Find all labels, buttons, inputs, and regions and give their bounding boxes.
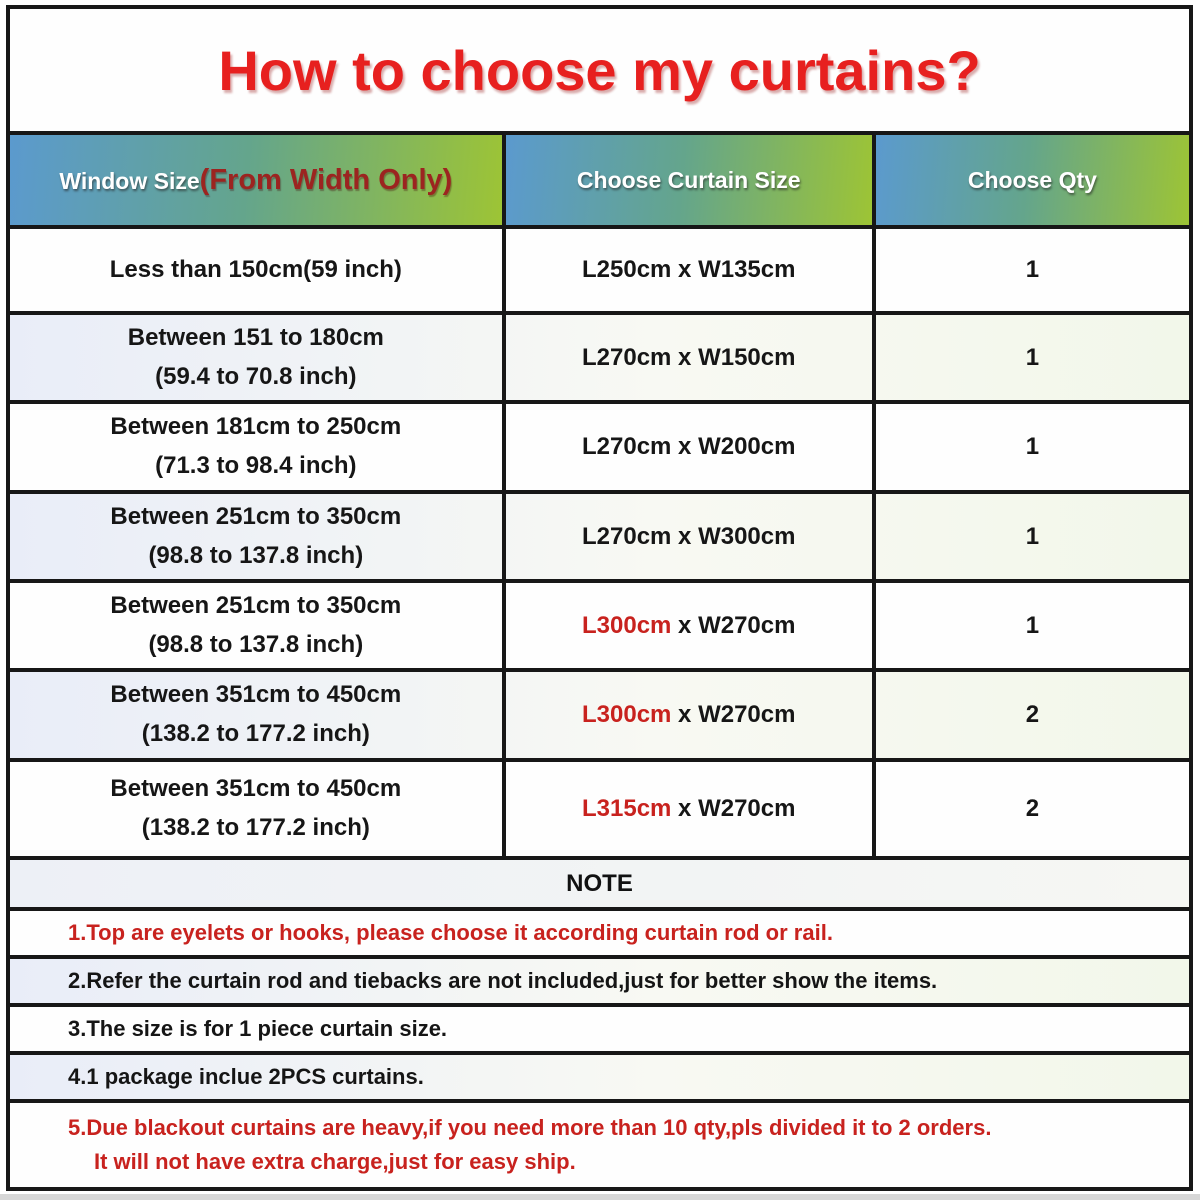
curtain-size-cell: L250cm x W135cm <box>502 229 872 311</box>
table-row <box>10 494 1189 579</box>
curtain-width: W270cm <box>698 611 796 639</box>
header-curtain-size: Choose Curtain Size <box>502 135 872 225</box>
window-size-cell: Between 351cm to 450cm (138.2 to 177.2 inch) <box>110 775 402 841</box>
page-bottom-strip <box>0 1194 1200 1200</box>
note-item: 4.1 package inclue 2PCS curtains. <box>10 1055 1189 1099</box>
curtain-width: W270cm <box>698 701 796 728</box>
table-row <box>10 583 1189 668</box>
curtain-length: L300cm <box>582 611 672 639</box>
curtain-length: L300cm <box>582 701 672 728</box>
header-window-size <box>10 135 502 225</box>
curtain-width: W135cm <box>698 256 796 283</box>
qty-cell: 2 <box>872 672 1189 758</box>
curtain-width: W200cm <box>698 433 796 460</box>
window-size-cell: Between 251cm to 350cm (98.8 to 137.8 inch) <box>110 591 402 658</box>
curtain-size-cell: L270cm x W200cm <box>502 404 872 490</box>
note-item: 5.Due blackout curtains are heavy,if you need more than 10 qty,pls divided it to 2 orders. It will not have extra charge,just for easy ship. <box>10 1103 1189 1187</box>
qty-cell: 1 <box>872 229 1189 311</box>
curtain-length: L270cm <box>582 343 672 371</box>
qty-cell: 1 <box>872 315 1189 400</box>
qty-cell: 2 <box>872 762 1189 856</box>
curtain-length: L270cm <box>582 522 672 550</box>
window-size-cell: Less than 150cm(59 inch) <box>109 255 402 283</box>
qty-cell: 1 <box>872 404 1189 490</box>
window-size-cell: Between 351cm to 450cm (138.2 to 177.2 inch) <box>110 681 402 747</box>
header-window-size-label: Window Size <box>59 167 200 194</box>
note-item: 2.Refer the curtain rod and tiebacks are not included,just for better show the items. <box>10 959 1189 1003</box>
curtain-size-cell: L300cm x W270cm <box>502 672 872 758</box>
curtain-length: L270cm <box>582 433 672 460</box>
table-row <box>10 762 1189 856</box>
note-header-band <box>10 860 1189 907</box>
size-guide-sheet <box>6 5 1193 1191</box>
curtain-size-cell: L300cm x W270cm <box>502 583 872 668</box>
qty-cell: 1 <box>872 494 1189 579</box>
curtain-size-cell: L315cm x W270cm <box>502 762 872 856</box>
curtain-width: W270cm <box>698 795 796 822</box>
curtain-length: L250cm <box>582 256 672 283</box>
window-size-cell: Between 181cm to 250cm (71.3 to 98.4 inch) <box>110 413 402 479</box>
page-title: How to choose my curtains? <box>218 38 981 102</box>
window-size-cell: Between 151 to 180cm (59.4 to 70.8 inch) <box>127 323 384 390</box>
note-item: 1.Top are eyelets or hooks, please choose it according curtain rod or rail. <box>10 911 1189 955</box>
window-size-cell: Between 251cm to 350cm (98.8 to 137.8 inch) <box>110 502 402 569</box>
table-row <box>10 404 1189 490</box>
note-item: 3.The size is for 1 piece curtain size. <box>10 1007 1189 1051</box>
qty-cell: 1 <box>872 583 1189 668</box>
header-qty: Choose Qty <box>872 135 1189 225</box>
curtain-size-cell: L270cm x W300cm <box>502 494 872 579</box>
table-header-row <box>10 135 1189 225</box>
table-row <box>10 315 1189 400</box>
note-label: NOTE <box>566 869 633 897</box>
title-band <box>10 9 1189 131</box>
table-row <box>10 672 1189 758</box>
curtain-size-cell: L270cm x W150cm <box>502 315 872 400</box>
curtain-length: L315cm <box>582 795 672 822</box>
curtain-width: W150cm <box>698 343 796 371</box>
header-window-size-note: (From Width Only) <box>199 163 453 196</box>
table-row <box>10 229 1189 311</box>
curtain-width: W300cm <box>698 522 796 550</box>
